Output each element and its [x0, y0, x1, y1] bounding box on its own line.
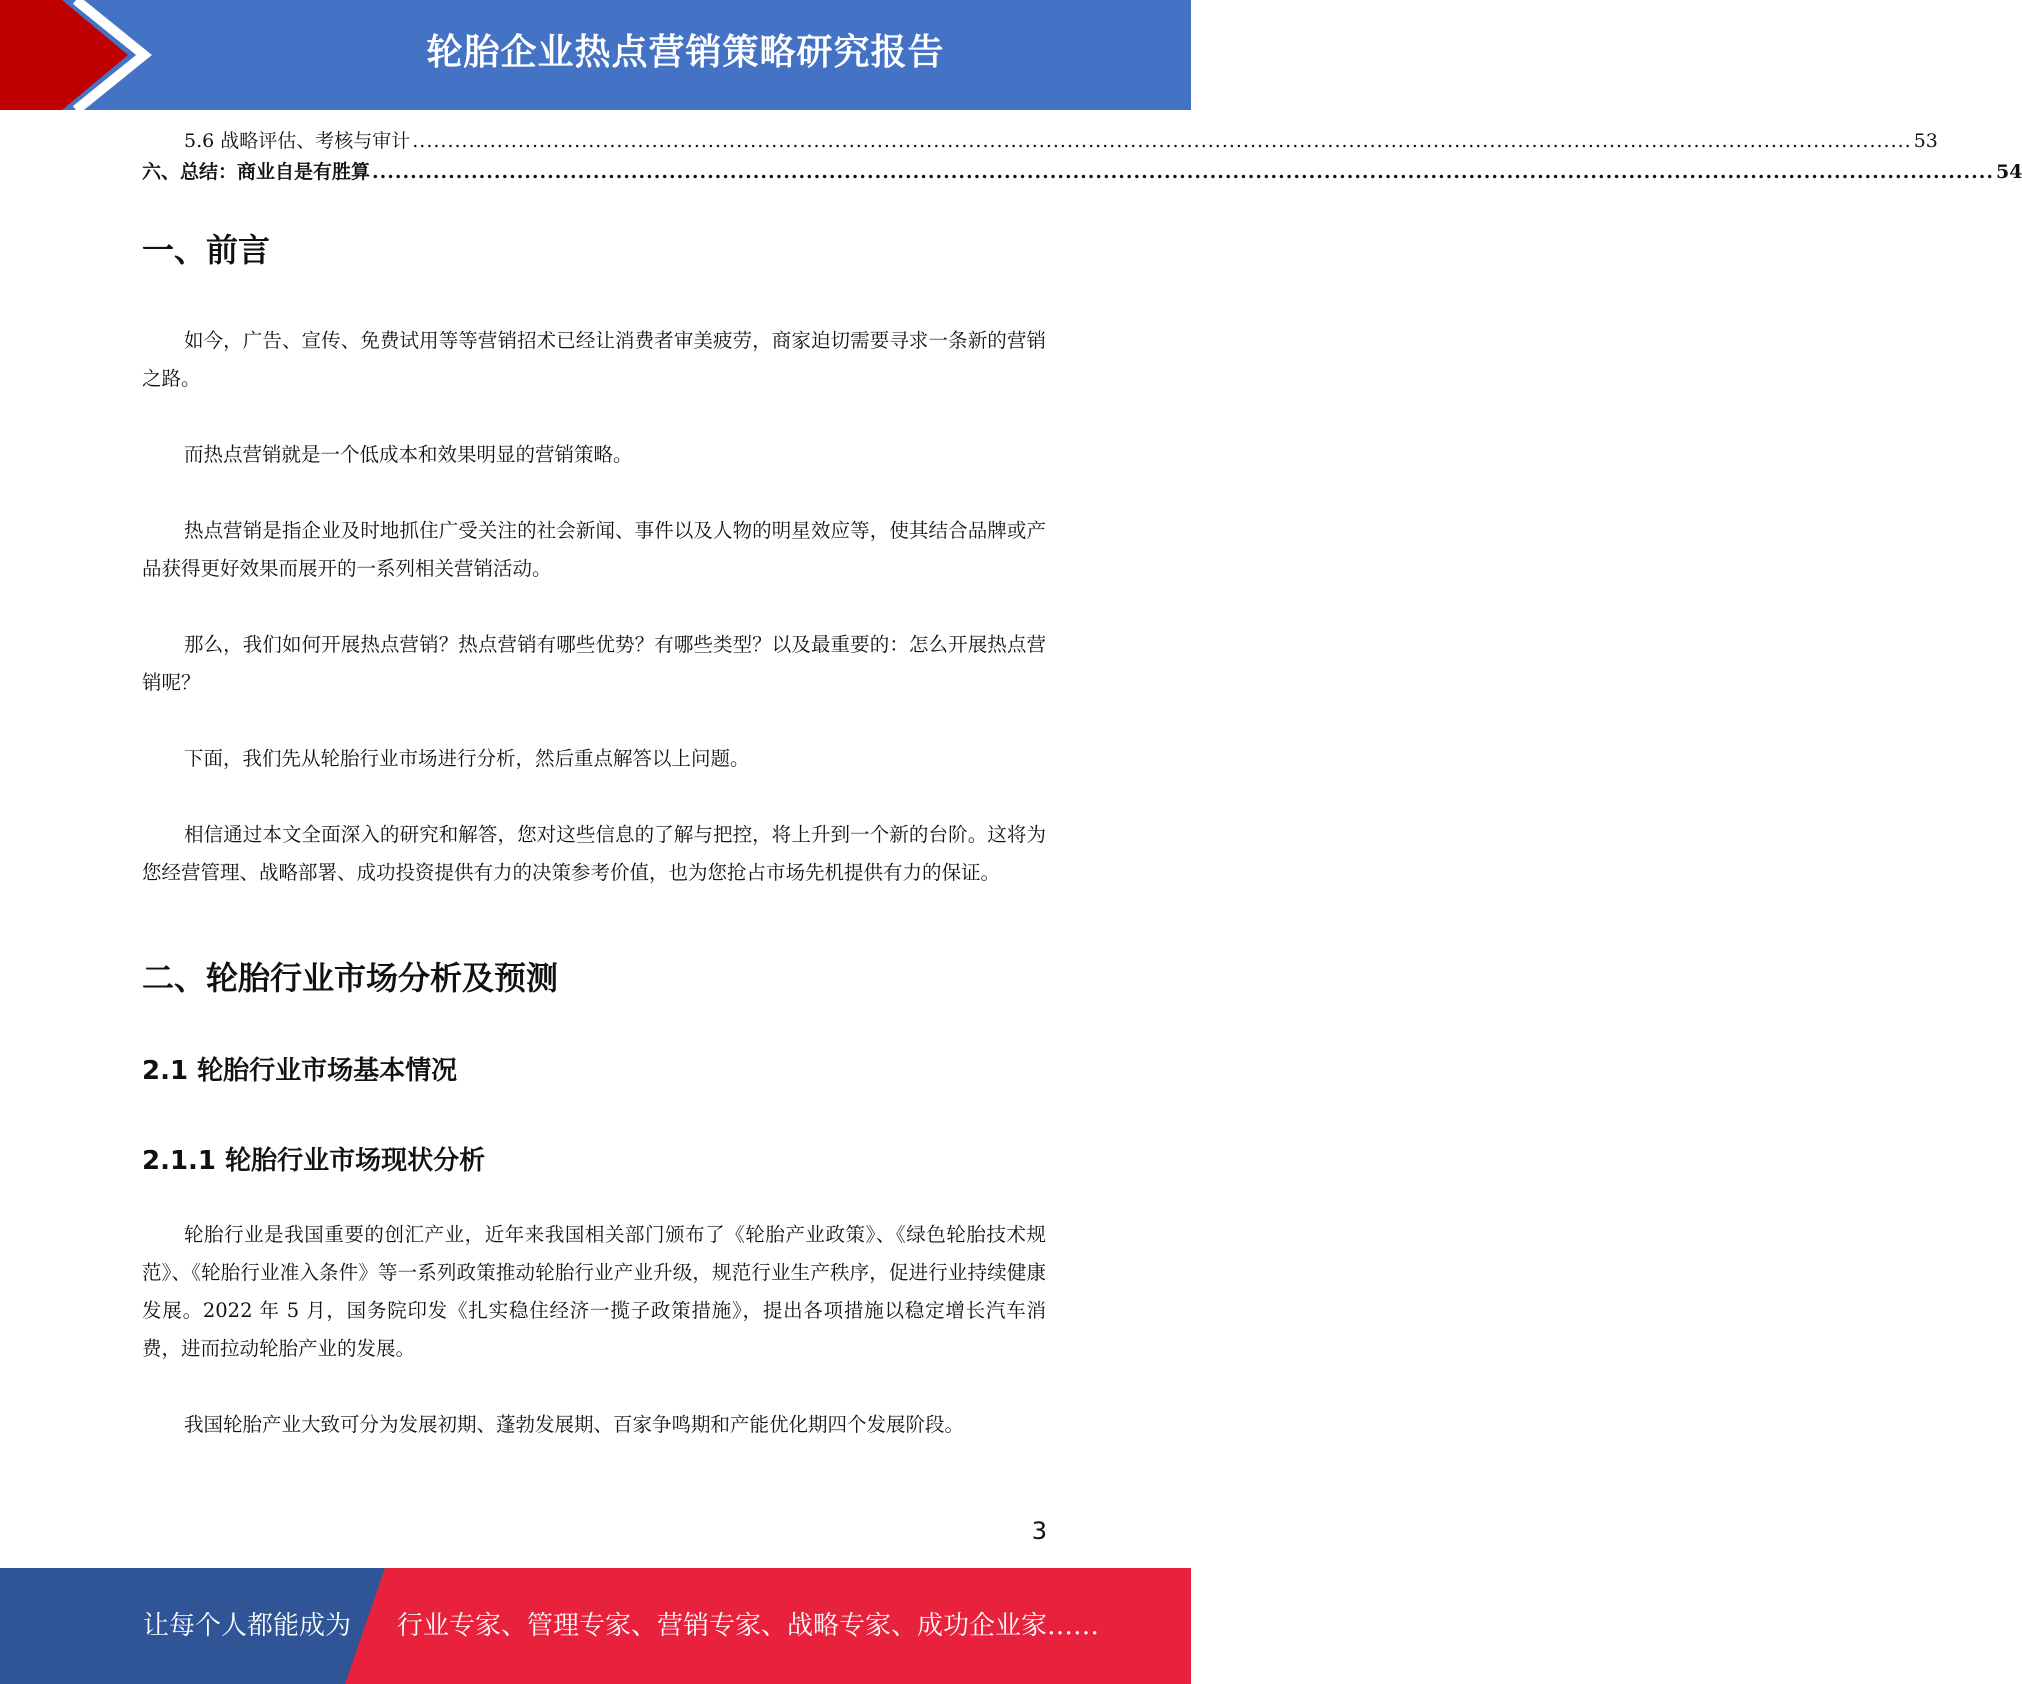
paragraph: 相信通过本文全面深入的研究和解答，您对这些信息的了解与把控，将上升到一个新的台阶。这将为您经营管理、战略部署、成功投资提供有力的决策参考价值，也为您抢占市场先机提供有力的保证。 — [142, 823, 1046, 884]
toc-entry-page: 54 — [1995, 161, 2022, 183]
header-banner — [0, 0, 1191, 110]
footer-slogan-left: 让每个人都能成为 — [143, 1611, 352, 1641]
table-of-contents — [142, 126, 2022, 188]
section-heading-chapter-2: 二、轮胎行业市场分析及预测 — [142, 959, 559, 997]
footer-slogan-right: 行业专家、管理专家、营销专家、战略专家、成功企业家…… — [397, 1611, 1100, 1641]
paragraph: 如今，广告、宣传、免费试用等等营销招术已经让消费者审美疲劳，商家迫切需要寻求一条新的营销之路。 — [142, 329, 1046, 390]
toc-entry[interactable] — [142, 157, 2022, 188]
paragraph: 下面，我们先从轮胎行业市场进行分析，然后重点解答以上问题。 — [184, 747, 750, 770]
paragraph: 热点营销是指企业及时地抓住广受关注的社会新闻、事件以及人物的明星效应等，使其结合品牌或产品获得更好效果而展开的一系列相关营销活动。 — [142, 519, 1046, 580]
page-content — [142, 126, 2022, 1444]
toc-leader-dots: ..................................................................................................................................................................................................................... — [372, 161, 1994, 183]
section-heading-preface: 一、前言 — [142, 231, 271, 269]
toc-entry[interactable] — [142, 126, 1938, 157]
toc-leader-dots: ..................................................................................................................................................................................................................... — [412, 130, 1912, 152]
document-title: 轮胎企业热点营销策略研究报告 — [426, 32, 945, 73]
paragraph: 我国轮胎产业大致可分为发展初期、蓬勃发展期、百家争鸣期和产能优化期四个发展阶段。 — [184, 1413, 965, 1436]
paragraph: 轮胎行业是我国重要的创汇产业，近年来我国相关部门颁布了《轮胎产业政策》、《绿色轮胎技术规范》、《轮胎行业准入条件》等一系列政策推动轮胎行业产业升级，规范行业生产秩序，促进行业持续健康发展。2022 年 5 月，国务院印发《扎实稳住经济一揽子政策措施》，提出各项措施以稳定增长汽车消费，进而拉动轮胎产业的发展。 — [142, 1223, 1046, 1360]
toc-entry-page: 53 — [1913, 130, 1938, 152]
section-heading-2-1: 2.1 轮胎行业市场基本情况 — [142, 1056, 458, 1086]
paragraph: 那么，我们如何开展热点营销？热点营销有哪些优势？有哪些类型？以及最重要的：怎么开展热点营销呢？ — [142, 633, 1046, 694]
footer-banner — [0, 1568, 1191, 1684]
toc-entry-title: 5.6 战略评估、考核与审计 — [184, 130, 411, 152]
paragraph: 而热点营销就是一个低成本和效果明显的营销策略。 — [184, 443, 633, 466]
section-heading-2-1-1: 2.1.1 轮胎行业市场现状分析 — [142, 1146, 486, 1176]
page-number: 3 — [1031, 1517, 1047, 1545]
toc-entry-title: 六、总结：商业自是有胜算 — [142, 161, 371, 183]
